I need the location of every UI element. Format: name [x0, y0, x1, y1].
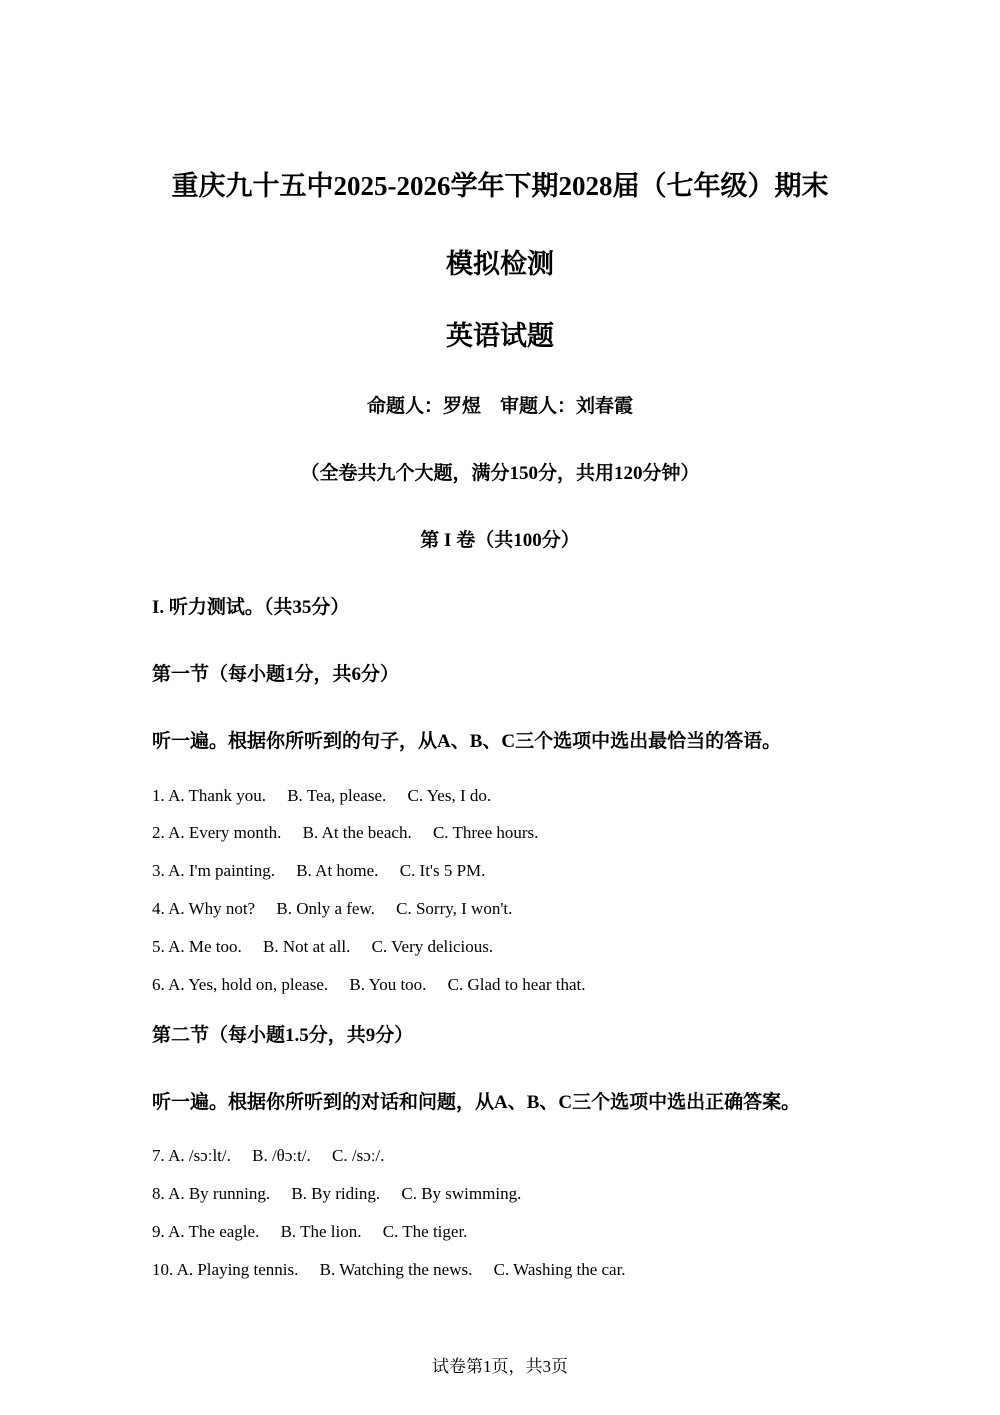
section1-instruction: 听一遍。根据你所听到的句子，从A、B、C三个选项中选出最恰当的答语。: [152, 731, 782, 752]
question-number: 2.: [152, 823, 165, 842]
option-a: A. I'm painting.: [168, 861, 276, 880]
option-c: C. /sɔː/.: [332, 1146, 385, 1165]
section2-title: 第二节（每小题1.5分，共9分）: [152, 1025, 414, 1046]
option-a: A. Yes, hold on, please.: [168, 975, 329, 994]
question-number: 4.: [152, 899, 165, 918]
option-b: B. At the beach.: [302, 823, 412, 842]
option-a: A. Why not?: [168, 899, 256, 918]
option-c: C. Glad to hear that.: [447, 975, 586, 994]
option-a: A. Me too.: [168, 937, 242, 956]
question-number: 10.: [152, 1260, 174, 1279]
question-item: [152, 898, 529, 920]
option-b: B. /θɔːt/.: [252, 1146, 311, 1165]
option-c: C. Very delicious.: [371, 937, 494, 956]
question-item: [152, 974, 603, 996]
option-a: A. Playing tennis.: [176, 1260, 299, 1279]
question-item: [152, 822, 555, 844]
option-a: A. /sɔːlt/.: [168, 1146, 231, 1165]
subject-title: 英语试题: [446, 321, 554, 351]
authors-line: 命题人：罗煜 审题人：刘春霞: [366, 396, 633, 417]
question-number: 3.: [152, 861, 165, 880]
option-c: C. Washing the car.: [493, 1260, 626, 1279]
option-b: B. Only a few.: [276, 899, 375, 918]
question-item: [152, 1259, 643, 1281]
part1-title: I. 听力测试。（共35分）: [152, 597, 350, 618]
option-a: A. Thank you.: [168, 786, 266, 805]
option-b: B. Tea, please.: [287, 786, 387, 805]
section2-instruction: 听一遍。根据你所听到的对话和问题，从A、B、C三个选项中选出正确答案。: [152, 1092, 801, 1113]
question-number: 5.: [152, 937, 165, 956]
option-b: B. You too.: [349, 975, 427, 994]
page-footer: 试卷第1页，共3页: [432, 1357, 568, 1376]
question-number: 7.: [152, 1146, 165, 1165]
section1-title: 第一节（每小题1分，共6分）: [152, 664, 400, 685]
question-number: 9.: [152, 1222, 165, 1241]
option-b: B. By riding.: [291, 1184, 381, 1203]
question-number: 6.: [152, 975, 165, 994]
question-item: [152, 1145, 401, 1167]
option-b: B. Not at all.: [262, 937, 351, 956]
volume-heading: 第 I 卷（共100分）: [420, 530, 580, 551]
question-number: 1.: [152, 786, 165, 805]
question-item: [152, 1221, 484, 1243]
option-a: A. By running.: [168, 1184, 271, 1203]
option-b: B. At home.: [296, 861, 379, 880]
exam-title-line2: 模拟检测: [446, 249, 554, 279]
option-c: C. The tiger.: [382, 1222, 468, 1241]
option-c: C. Yes, I do.: [407, 786, 492, 805]
option-c: C. It's 5 PM.: [399, 861, 486, 880]
question-item: [152, 785, 508, 807]
option-a: A. The eagle.: [168, 1222, 260, 1241]
question-item: [152, 860, 502, 882]
option-b: B. The lion.: [280, 1222, 362, 1241]
option-b: B. Watching the news.: [319, 1260, 473, 1279]
exam-title-line1: 重庆九十五中2025-2026学年下期2028届（七年级）期末: [171, 171, 829, 201]
option-c: C. Three hours.: [432, 823, 539, 842]
exam-info: （全卷共九个大题，满分150分，共用120分钟）: [300, 463, 700, 484]
question-number: 8.: [152, 1184, 165, 1203]
question-item: [152, 936, 510, 958]
option-a: A. Every month.: [168, 823, 282, 842]
option-c: C. By swimming.: [401, 1184, 522, 1203]
question-item: [152, 1183, 538, 1205]
option-c: C. Sorry, I won't.: [396, 899, 513, 918]
